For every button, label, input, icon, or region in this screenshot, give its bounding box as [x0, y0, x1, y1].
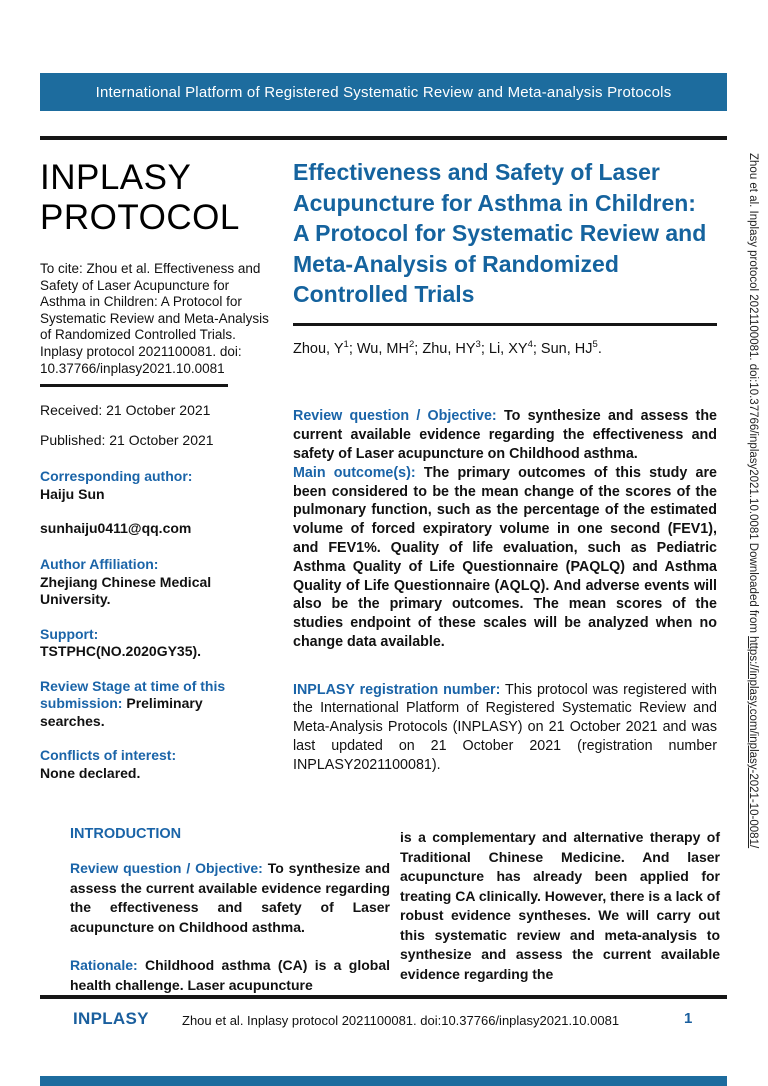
- corresponding-author-name: Haiju Sun: [40, 485, 105, 502]
- footer-bar: [40, 1076, 727, 1086]
- banner-title: International Platform of Registered Systematic Review and Meta-analysis Protocols: [95, 83, 672, 101]
- citation-text: To cite: Zhou et al. Effectiveness and Safety of Laser Acupuncture for Asthma in Children: A Protocol for Systematic Review and Meta-Analysis of Randomized Controlled Trials. Inplasy protocol 2021100081. doi: 10.37766/inplasy2021.10.0081: [40, 261, 269, 376]
- masthead-line2: PROTOCOL: [40, 198, 240, 237]
- sidebar-watermark: [745, 153, 759, 1023]
- review-question-text: To synthesize and assess the current available evidence regarding the effectiveness and safety of Laser acupuncture on Childhood asthma.: [293, 408, 717, 462]
- review-stage-block: [40, 678, 270, 731]
- rationale-text-left: Childhood asthma (CA) is a global health challenge. Laser acupuncture: [70, 957, 390, 993]
- review-stage-value: Preliminary searches.: [40, 695, 203, 729]
- main-outcome-text: The primary outcomes of this study are been considered to be the mean change of the scores of the pulmonary function, such as the percentage of the estimated volume of forced expiratory volume in one second (FEV1), and FEV1%. Quality of life evaluation, such as Pediatric Asthma Quality of Life Questionnaire (PAQLQ) and Asthma Quality of Life Questionnaire (AQLQ). And adverse events will also be the primary outcomes. The mean scores of the studies endpoint of these scales will be analyzed when no change data available.: [293, 464, 717, 650]
- footer-divider: [40, 995, 727, 999]
- author-superscript: 3: [475, 338, 481, 350]
- sidebar-download-link[interactable]: https://inplasy.com/inplasy-2021-10-0081/: [747, 636, 759, 849]
- corresponding-author-block: [40, 468, 270, 503]
- introduction-section: [70, 826, 720, 995]
- introduction-right-column: [400, 826, 720, 995]
- received-date: Received: 21 October 2021: [40, 402, 211, 419]
- published-date: Published: 21 October 2021: [40, 432, 214, 449]
- affiliation-block: [40, 556, 270, 609]
- article-title: Effectiveness and Safety of Laser Acupuncture for Asthma in Children: A Protocol for Systematic Review and Meta-Analysis of Randomized Controlled Trials: [293, 159, 707, 307]
- author: ; Sun, HJ: [532, 340, 593, 357]
- support-value: TSTPHC(NO.2020GY35).: [40, 643, 202, 660]
- conflicts-block: [40, 747, 270, 782]
- footer-citation: Zhou et al. Inplasy protocol 2021100081. doi:10.37766/inplasy2021.10.0081: [182, 1013, 620, 1028]
- author: ; Li, XY: [480, 340, 528, 357]
- intro-review-question-text: To synthesize and assess the current available evidence regarding the effectiveness and safety of Laser acupuncture on Childhood asthma.: [70, 860, 391, 935]
- corresponding-email[interactable]: sunhaiju0411@qq.com: [40, 520, 192, 537]
- page-number: 1: [684, 1010, 693, 1027]
- affiliation-value: Zhejiang Chinese Medical University.: [40, 573, 212, 608]
- corresponding-author-label: Corresponding author:: [40, 468, 193, 485]
- author: Zhou, Y: [293, 340, 344, 357]
- affiliation-label: Author Affiliation:: [40, 556, 159, 573]
- registration-paragraph: [293, 681, 717, 775]
- registration-text: This protocol was registered with the International Platform of Registered Systematic Review and Meta-Analysis Protocols (INPLASY) on 21 October 2021 and was last updated on 21 October 2021 (registration number INPLASY2021100081).: [293, 681, 718, 773]
- left-column: [40, 150, 270, 782]
- introduction-heading: INTRODUCTION: [70, 826, 182, 842]
- intro-review-question-label: Review question / Objective:: [70, 860, 263, 876]
- main-outcome-label: Main outcome(s):: [293, 464, 416, 481]
- conflicts-value: None declared.: [40, 764, 141, 781]
- abstract-section: [293, 407, 717, 774]
- author-superscript: 2: [408, 338, 415, 350]
- support-block: [40, 626, 270, 661]
- conflicts-label: Conflicts of interest:: [40, 747, 177, 764]
- right-column: [293, 152, 717, 775]
- header-banner: [40, 73, 727, 111]
- sidebar-citation-text: Zhou et al. Inplasy protocol 2021100081. doi:10.37766/inplasy2021.10.0081 Downloaded from: [747, 153, 759, 637]
- support-label: Support:: [40, 625, 99, 642]
- author-list-end: .: [597, 340, 602, 357]
- rationale-text-continued: is a complementary and alternative therapy of Traditional Chinese Medicine. And laser acupuncture has already been applied for treating CA clinically. However, there is a lack of robust evidence syntheses. We will carry out this systematic review and meta-analysis to synthesize and assess the current available evidence regarding the: [400, 829, 720, 982]
- introduction-left-column: [70, 826, 390, 995]
- top-divider: [40, 136, 727, 140]
- title-divider: [293, 323, 717, 326]
- masthead-line1: INPLASY: [40, 158, 192, 197]
- author-superscript: 4: [527, 338, 533, 350]
- masthead: [40, 150, 270, 238]
- author-superscript: 5: [592, 338, 598, 350]
- author: ; Wu, MH: [348, 340, 409, 357]
- registration-label: INPLASY registration number:: [293, 681, 501, 698]
- review-stage-label: Review Stage at time of this submission:: [40, 677, 226, 712]
- review-question-paragraph: [293, 407, 717, 463]
- author-list: [293, 339, 717, 357]
- left-divider: [40, 384, 228, 387]
- review-question-label: Review question / Objective:: [293, 408, 497, 425]
- rationale-label: Rationale:: [70, 957, 138, 973]
- intro-review-question-paragraph: [70, 859, 390, 937]
- author-superscript: 1: [343, 338, 349, 350]
- rationale-paragraph: [70, 956, 390, 995]
- footer-brand: INPLASY: [73, 1009, 149, 1028]
- author: ; Zhu, HY: [414, 340, 476, 357]
- main-outcome-paragraph: [293, 464, 717, 652]
